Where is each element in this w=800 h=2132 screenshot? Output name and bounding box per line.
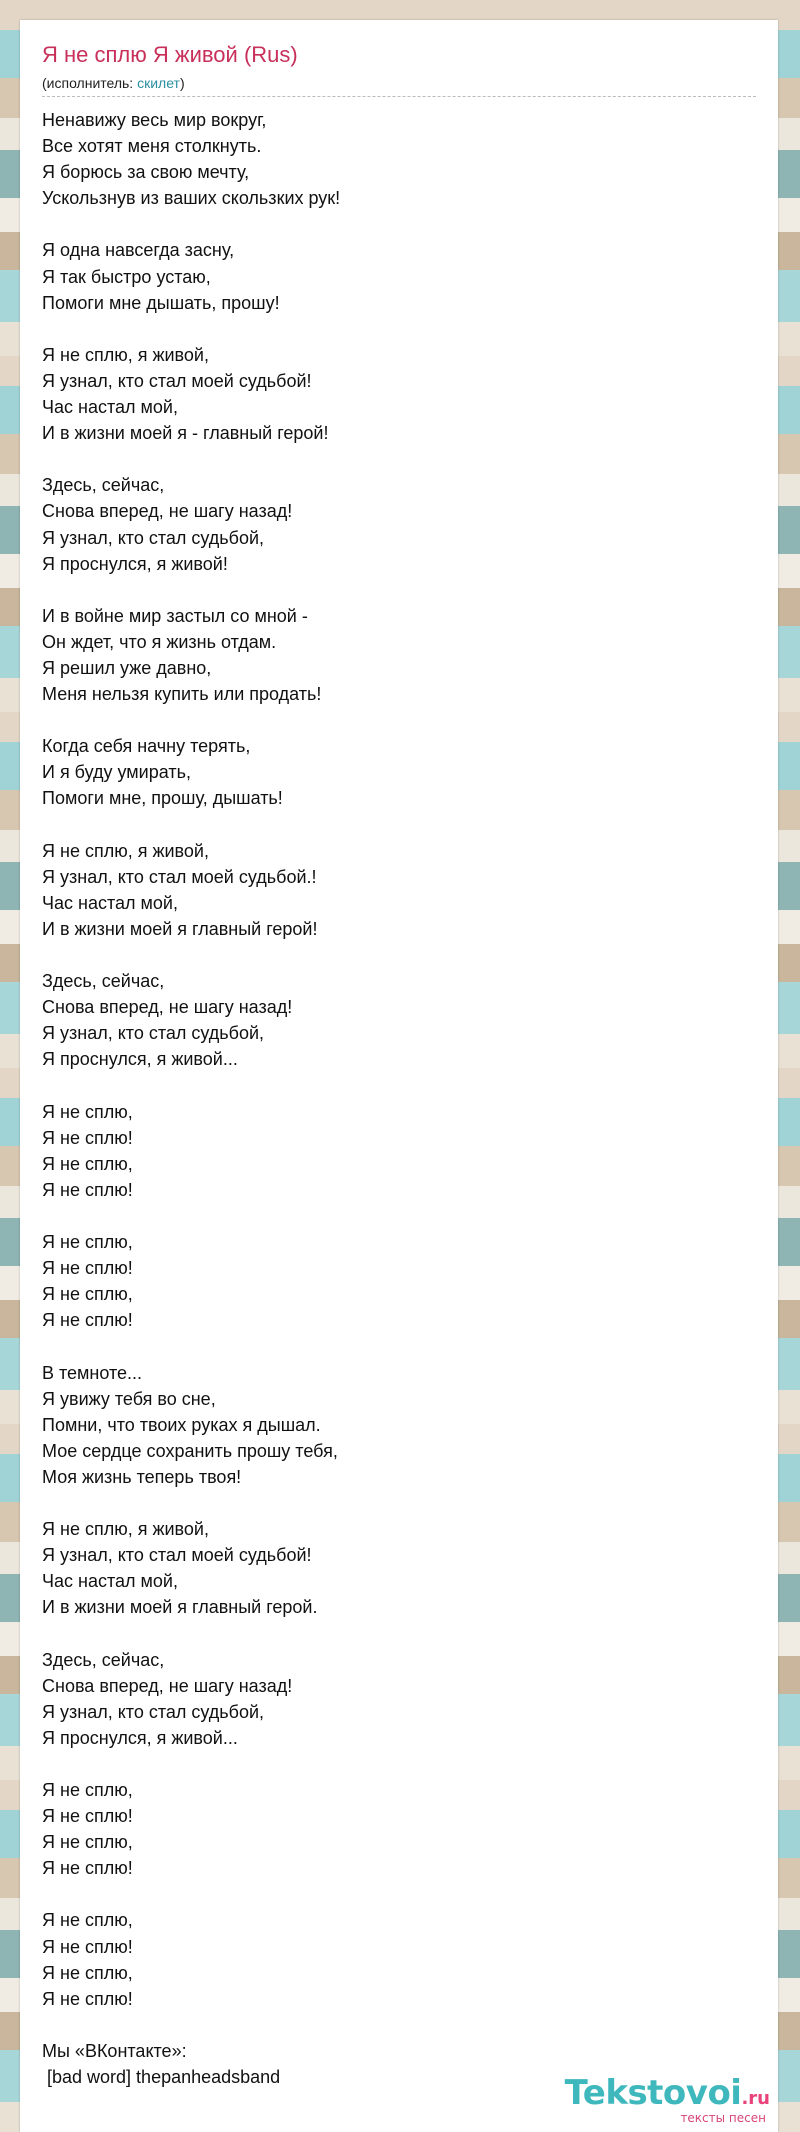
lyric-line: Я узнал, кто стал судьбой, bbox=[42, 1701, 265, 1722]
lyric-line: Я не сплю, bbox=[42, 1153, 133, 1174]
stanza-break bbox=[42, 1881, 756, 1907]
stanza-break bbox=[42, 707, 756, 733]
lyric-line: Я узнал, кто стал моей судьбой.! bbox=[42, 866, 317, 887]
lyric-line: Час настал мой, bbox=[42, 1571, 178, 1592]
lyric-line: Я не сплю! bbox=[42, 1127, 133, 1148]
stanza-break bbox=[42, 1490, 756, 1516]
stanza-break bbox=[42, 211, 756, 237]
lyric-line: Я одна навсегда засну, bbox=[42, 240, 235, 261]
song-title: Я не сплю Я живой (Rus) bbox=[42, 42, 298, 67]
lyric-line: Я не сплю, bbox=[42, 1780, 133, 1800]
lyric-line: Я не сплю, я живой, bbox=[42, 840, 209, 861]
lyric-line: Я не сплю! bbox=[42, 1179, 133, 1200]
lyric-line: И в жизни моей я главный герой! bbox=[42, 918, 318, 939]
lyric-line: Когда себя начну терять, bbox=[42, 736, 251, 757]
stanza-break bbox=[42, 942, 756, 968]
stanza-break bbox=[42, 2012, 756, 2038]
stanza-break bbox=[42, 1203, 756, 1229]
lyric-line: Моя жизнь теперь твоя! bbox=[42, 1466, 242, 1487]
lyric-line: Я узнал, кто стал судьбой, bbox=[42, 1023, 265, 1044]
lyric-line: Мы «ВКонтакте»: bbox=[42, 2040, 187, 2061]
lyric-line: Я увижу тебя во сне, bbox=[42, 1388, 216, 1409]
stanza-break bbox=[42, 1072, 756, 1098]
lyric-line: Я не сплю, я живой, bbox=[42, 344, 209, 365]
lyric-line: Я не сплю! bbox=[42, 1310, 133, 1331]
lyric-line: Помни, что твоих руках я дышал. bbox=[42, 1414, 321, 1435]
lyric-line: Все хотят меня столкнуть. bbox=[42, 136, 262, 157]
stanza-break bbox=[42, 577, 756, 603]
lyric-line: Я борюсь за свою мечту, bbox=[42, 162, 250, 183]
site-logo[interactable] bbox=[564, 2073, 770, 2125]
lyric-line: Час настал мой, bbox=[42, 397, 178, 418]
lyric-line: В темноте... bbox=[42, 1362, 143, 1383]
lyric-line: И я буду умирать, bbox=[42, 762, 191, 783]
lyric-line: Я узнал, кто стал моей судьбой! bbox=[42, 1545, 312, 1566]
lyric-line: Здесь, сейчас, bbox=[42, 971, 165, 992]
lyric-line: Я не сплю, bbox=[42, 1832, 133, 1853]
logo-tagline: тексты песен bbox=[680, 2111, 766, 2125]
stanza-break bbox=[42, 1333, 756, 1359]
performer-suffix: ) bbox=[179, 75, 185, 91]
lyric-line: Я не сплю! bbox=[42, 1988, 133, 2009]
lyric-line: Я не сплю, bbox=[42, 1910, 133, 1931]
lyric-line: Я решил уже давно, bbox=[42, 657, 212, 678]
lyric-line: Я не сплю! bbox=[42, 1806, 133, 1827]
lyric-line: Я не сплю, bbox=[42, 1101, 133, 1122]
lyric-line: Помоги мне, прошу, дышать! bbox=[42, 788, 283, 809]
lyric-line: Ненавижу весь мир вокруг, bbox=[42, 110, 267, 130]
logo-text: Tekstovoi bbox=[564, 2073, 742, 2113]
lyric-line: Я не сплю, bbox=[42, 1284, 133, 1305]
lyric-line: [bad word] thepanheadsband bbox=[42, 2067, 281, 2088]
lyric-line: Я проснулся, я живой... bbox=[42, 1727, 238, 1748]
lyric-line: Я узнал, кто стал моей судьбой! bbox=[42, 370, 312, 391]
lyric-line: Снова вперед, не шагу назад! bbox=[42, 1675, 293, 1696]
performer-line bbox=[42, 74, 756, 97]
performer-prefix: (исполнитель: bbox=[42, 75, 138, 91]
logo-tld: .ru bbox=[741, 2088, 770, 2109]
lyric-line: Я не сплю, я живой, bbox=[42, 1519, 209, 1540]
lyric-line: Я проснулся, я живой! bbox=[42, 553, 228, 574]
lyric-line: Снова вперед, не шагу назад! bbox=[42, 997, 293, 1018]
lyric-line: Снова вперед, не шагу назад! bbox=[42, 501, 293, 522]
lyric-line: Он ждет, что я жизнь отдам. bbox=[42, 631, 277, 652]
lyric-line: И в войне мир застыл со мной - bbox=[42, 605, 308, 626]
lyric-line: Я узнал, кто стал судьбой, bbox=[42, 527, 265, 548]
lyric-line: Я не сплю, bbox=[42, 1962, 133, 1983]
stanza-break bbox=[42, 316, 756, 342]
lyrics-card bbox=[20, 20, 778, 2132]
lyric-line: И в жизни моей я главный герой. bbox=[42, 1597, 318, 1618]
stanza-break bbox=[42, 812, 756, 838]
lyric-line: Я не сплю! bbox=[42, 1258, 133, 1279]
lyric-line: Я не сплю! bbox=[42, 1936, 133, 1957]
lyrics-text bbox=[42, 107, 756, 2090]
lyric-line: Мое сердце сохранить прошу тебя, bbox=[42, 1440, 338, 1461]
lyric-line: Здесь, сейчас, bbox=[42, 1649, 165, 1670]
stanza-break bbox=[42, 1620, 756, 1646]
lyric-line: Здесь, сейчас, bbox=[42, 475, 165, 496]
stanza-break bbox=[42, 1751, 756, 1777]
lyric-line: Час настал мой, bbox=[42, 892, 178, 913]
lyric-line: И в жизни моей я - главный герой! bbox=[42, 423, 329, 444]
performer-link[interactable]: скилет bbox=[137, 75, 180, 91]
lyric-line: Меня нельзя купить или продать! bbox=[42, 684, 322, 705]
lyric-line: Я не сплю! bbox=[42, 1858, 133, 1879]
stanza-break bbox=[42, 446, 756, 472]
lyric-line: Помоги мне дышать, прошу! bbox=[42, 292, 280, 313]
lyric-line: Я не сплю, bbox=[42, 1232, 133, 1253]
lyric-line: Я так быстро устаю, bbox=[42, 266, 211, 287]
lyric-line: Ускользнув из ваших скользких рук! bbox=[42, 188, 341, 209]
lyric-line: Я проснулся, я живой... bbox=[42, 1049, 238, 1070]
